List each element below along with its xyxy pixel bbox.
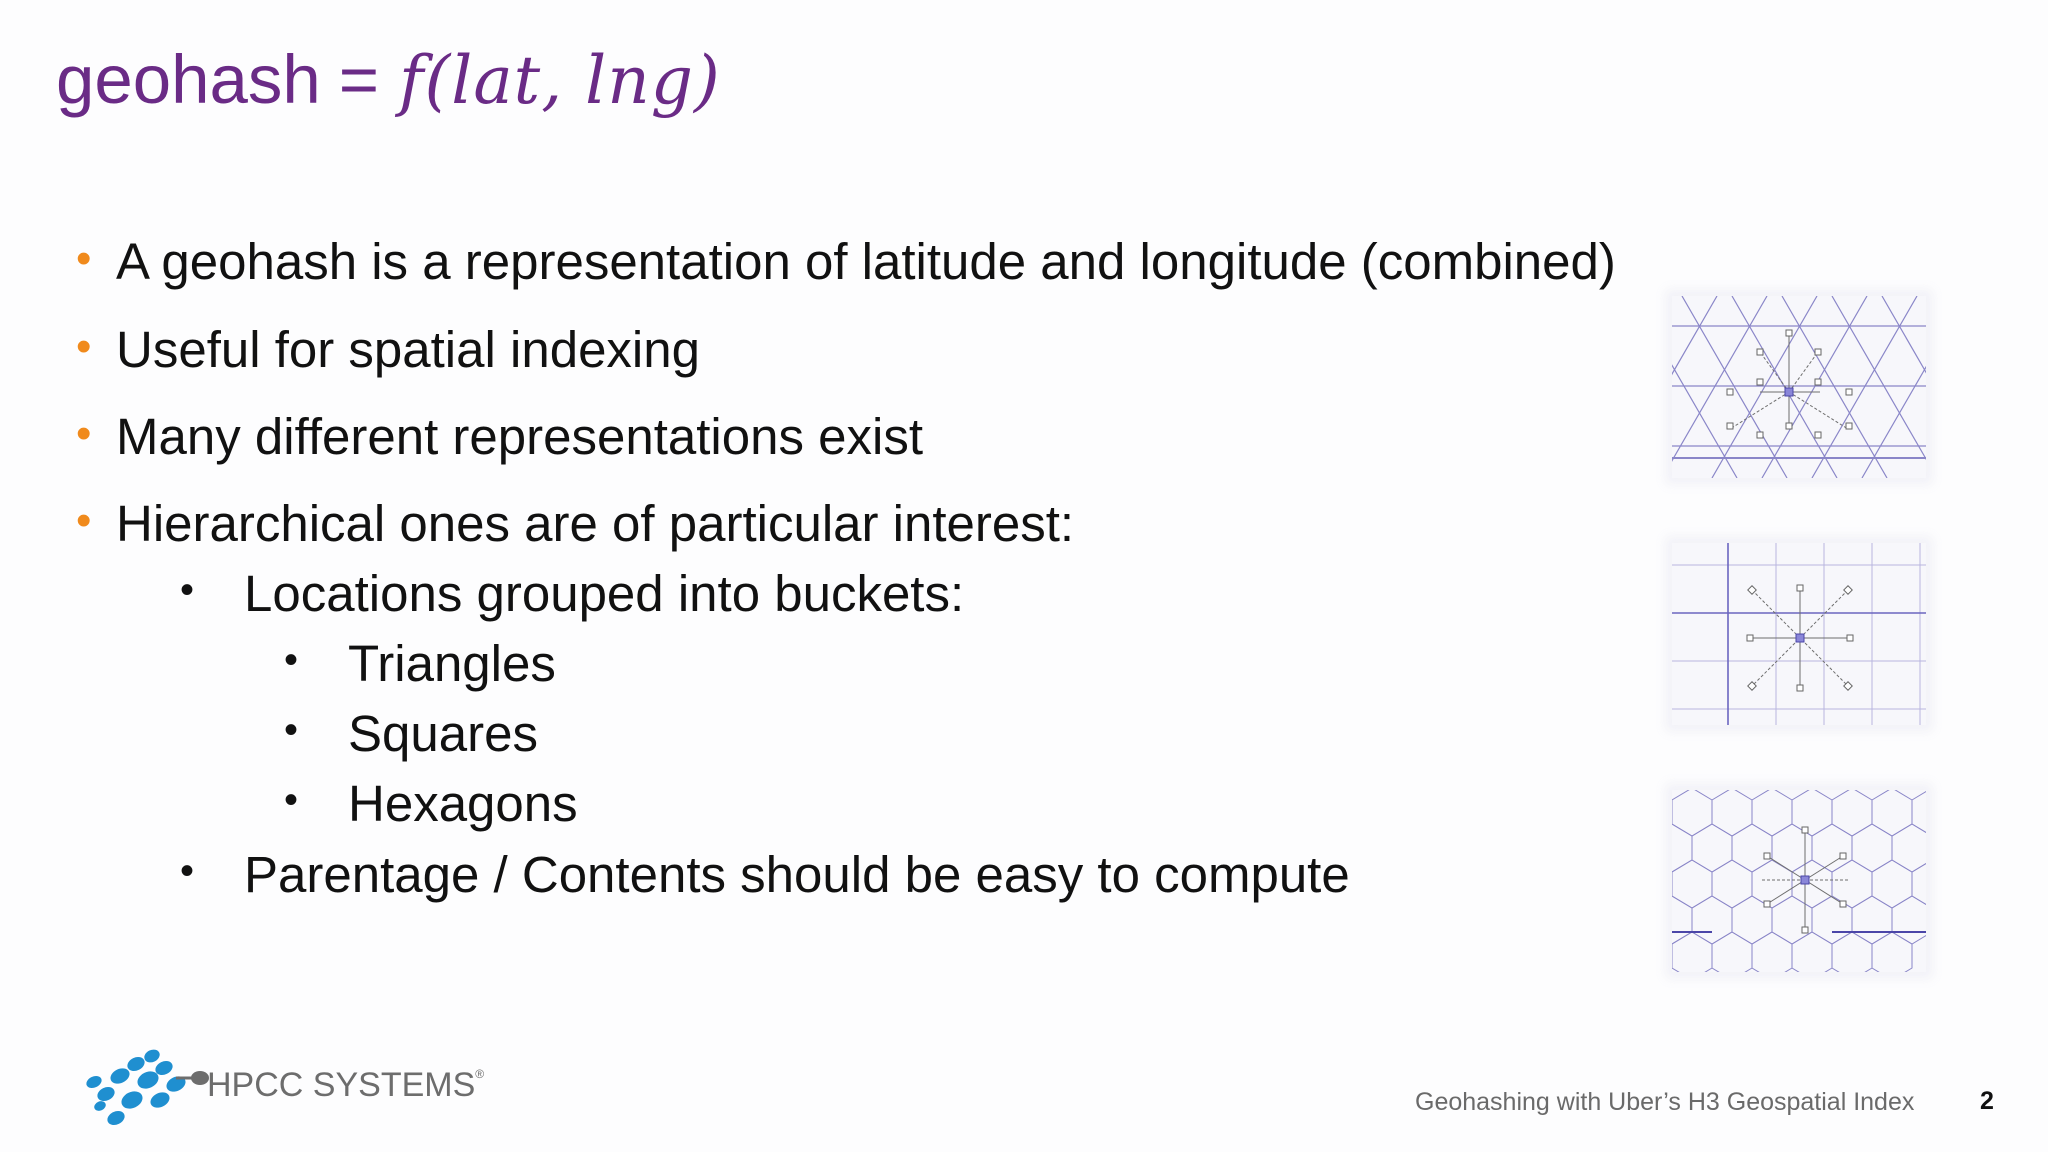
- bullet-text: Useful for spatial indexing: [116, 321, 700, 378]
- bullet-dot: •: [284, 778, 299, 822]
- hexagon-grid-figure: [1672, 790, 1926, 972]
- bullet-text: A geohash is a representation of latitude and longitude (combined): [116, 233, 1616, 290]
- bullet-dot: •: [76, 496, 92, 545]
- slide-title: [56, 40, 721, 140]
- title-equals: =: [338, 41, 380, 118]
- logo-registered-mark: ®: [475, 1067, 485, 1081]
- bullet-text: Triangles: [348, 635, 556, 692]
- sub-sub-bullet-item: [284, 634, 556, 693]
- bullet-text: Locations grouped into buckets:: [244, 565, 965, 622]
- bullet-dot: •: [76, 234, 92, 283]
- bullet-dot: •: [76, 409, 92, 458]
- bullet-item: [76, 407, 923, 466]
- bullet-item: [76, 494, 1075, 553]
- bullet-item: [76, 232, 1616, 291]
- bullet-item: [76, 320, 700, 379]
- bullet-text: Many different representations exist: [116, 408, 923, 465]
- footer-presentation-title: Geohashing with Uber’s H3 Geospatial Index: [1415, 1088, 1915, 1116]
- bullet-text: Parentage / Contents should be easy to compute: [244, 846, 1350, 903]
- page-number: 2: [1980, 1087, 1994, 1115]
- bullet-text: Hierarchical ones are of particular interest:: [116, 495, 1075, 552]
- sub-bullet-item: [180, 564, 965, 623]
- sub-sub-bullet-item: [284, 774, 578, 833]
- logo-text: [207, 1066, 484, 1105]
- square-grid-figure: [1672, 543, 1926, 725]
- bullet-text: Hexagons: [348, 775, 578, 832]
- bullet-dot: •: [180, 568, 195, 612]
- bullet-dot: •: [180, 849, 195, 893]
- bullet-dot: •: [284, 708, 299, 752]
- sub-sub-bullet-item: [284, 704, 538, 763]
- bullet-dot: •: [284, 638, 299, 682]
- square-grid-icon: [1672, 543, 1926, 725]
- logo-name: HPCC SYSTEMS: [207, 1066, 476, 1104]
- sub-bullet-item: [180, 845, 1350, 904]
- triangle-grid-icon: [1672, 296, 1926, 478]
- hexagon-grid-icon: [1672, 790, 1926, 972]
- title-formula: f(lat, lng): [399, 42, 721, 119]
- bullet-text: Squares: [348, 705, 538, 762]
- triangle-grid-figure: [1672, 296, 1926, 478]
- title-prefix: geohash: [56, 41, 321, 118]
- bullet-dot: •: [76, 322, 92, 371]
